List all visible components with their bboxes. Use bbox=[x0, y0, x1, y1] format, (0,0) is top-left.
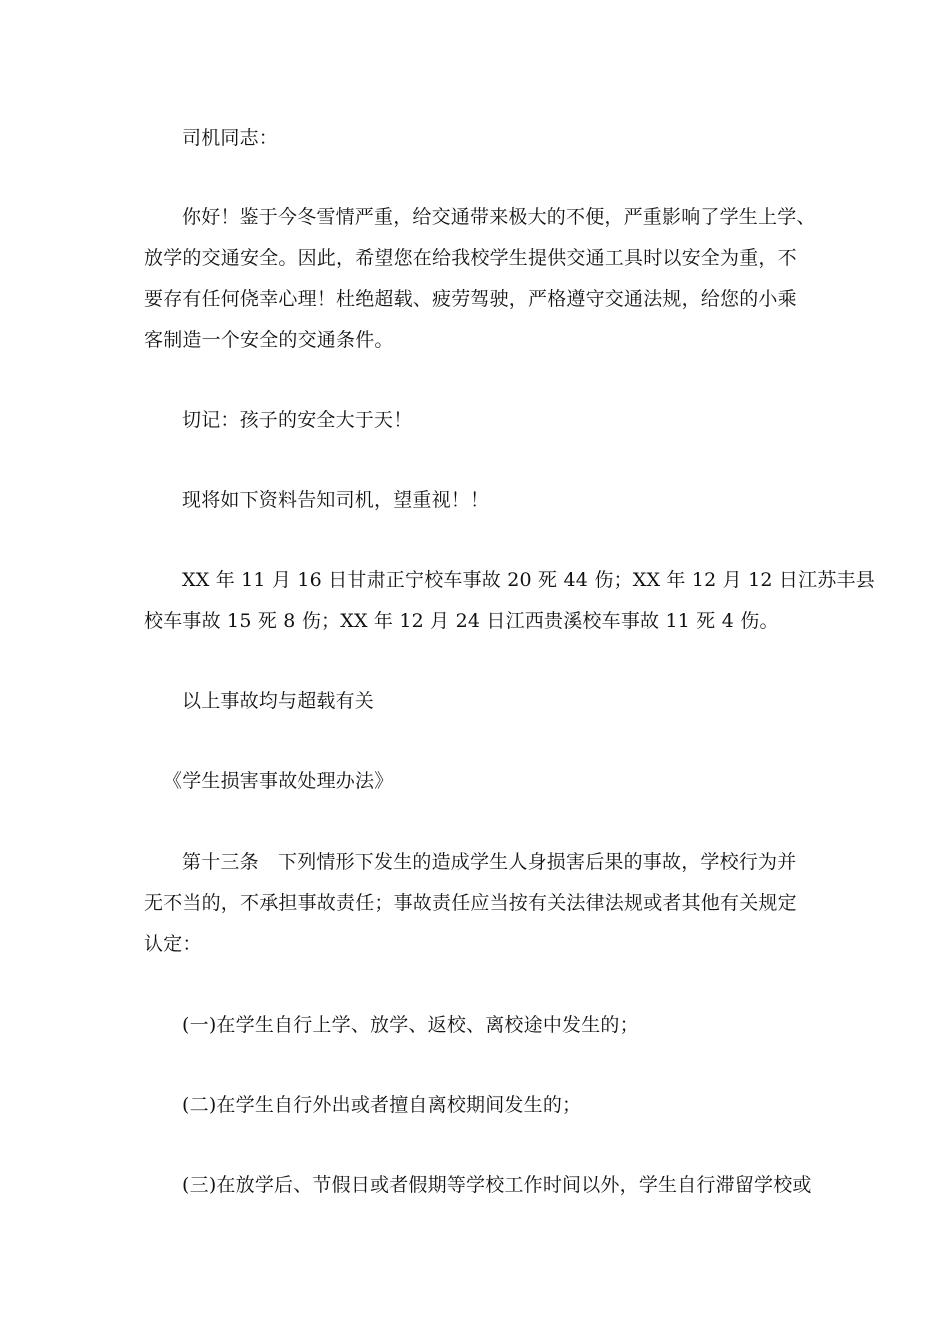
paragraph-line: 认定： bbox=[144, 933, 202, 955]
paragraph-text: 现将如下资料告知司机，望重视！！ bbox=[182, 489, 490, 511]
paragraph-regulation-title bbox=[144, 761, 812, 802]
salutation bbox=[144, 118, 812, 159]
list-item-1 bbox=[144, 1005, 812, 1046]
paragraph-notice bbox=[144, 480, 812, 521]
paragraph-text: 以上事故均与超载有关 bbox=[182, 690, 375, 712]
list-item-2 bbox=[144, 1085, 812, 1126]
paragraph-accidents bbox=[144, 560, 875, 642]
regulation-title: 《学生损害事故处理办法》 bbox=[163, 770, 394, 792]
paragraph-overload bbox=[144, 681, 812, 722]
paragraph-greeting bbox=[144, 197, 816, 361]
paragraph-line: 放学的交通安全。因此，希望您在给我校学生提供交通工具时以安全为重，不 bbox=[144, 247, 797, 269]
paragraph-article-13 bbox=[144, 842, 812, 965]
list-item-text: (二)在学生自行外出或者擅自离校期间发生的； bbox=[182, 1094, 582, 1116]
list-item-3 bbox=[144, 1165, 812, 1206]
paragraph-line: 第十三条 下列情形下发生的造成学生人身损害后果的事故，学校行为并 bbox=[182, 851, 797, 873]
paragraph-reminder bbox=[144, 400, 812, 441]
paragraph-line: 校车事故 15 死 8 伤；XX 年 12 月 24 日江西贵溪校车事故 11 死 4 伤。 bbox=[144, 610, 779, 632]
paragraph-line: 客制造一个安全的交通条件。 bbox=[144, 329, 394, 351]
paragraph-line: 无不当的，不承担事故责任；事故责任应当按有关法律法规或者其他有关规定 bbox=[144, 892, 797, 914]
list-item-text: (一)在学生自行上学、放学、返校、离校途中发生的； bbox=[182, 1014, 639, 1036]
paragraph-text: 切记：孩子的安全大于天！ bbox=[182, 409, 413, 431]
list-item-text: (三)在放学后、节假日或者假期等学校工作时间以外，学生自行滞留学校或 bbox=[182, 1174, 812, 1196]
paragraph-line: 要存有任何侥幸心理！杜绝超载、疲劳驾驶，严格遵守交通法规，给您的小乘 bbox=[144, 288, 797, 310]
paragraph-line: 你好！鉴于今冬雪情严重，给交通带来极大的不便，严重影响了学生上学、 bbox=[182, 206, 816, 228]
salutation-text: 司机同志： bbox=[182, 127, 279, 149]
paragraph-line: XX 年 11 月 16 日甘肃正宁校车事故 20 死 44 伤；XX 年 12 月 12 日江苏丰县 bbox=[182, 569, 875, 591]
